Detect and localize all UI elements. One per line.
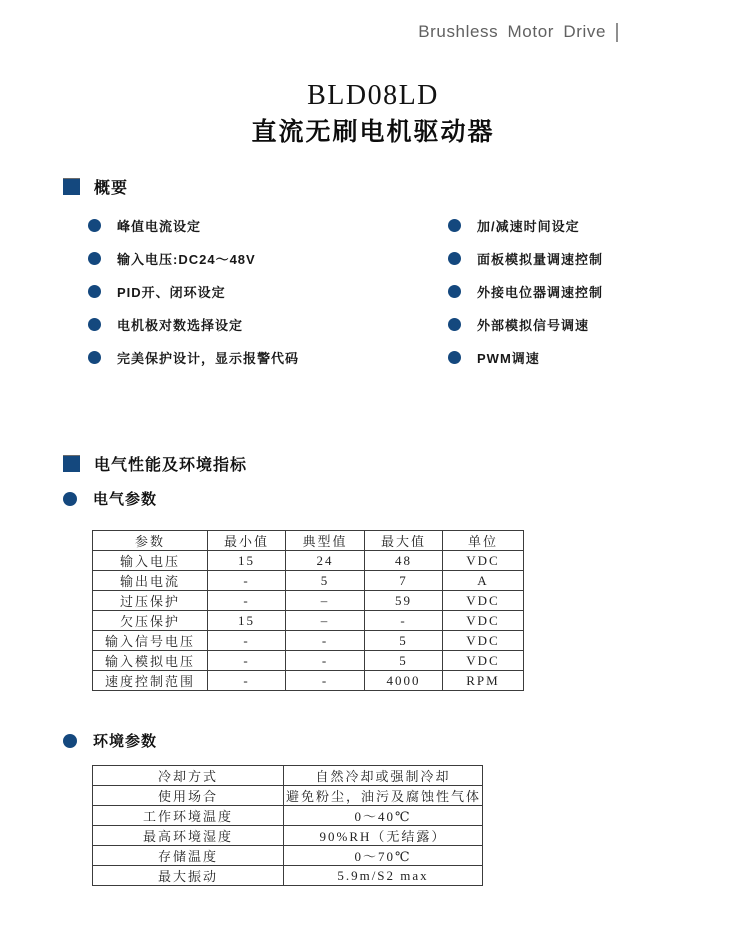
table-cell: 工作环境温度 (93, 806, 284, 826)
subsection-electrical-label: 电气参数 (93, 491, 158, 508)
table-cell: – (286, 591, 365, 611)
circle-bullet-icon (63, 734, 77, 748)
table-row (93, 846, 483, 866)
feature-item (448, 281, 603, 301)
table-row (93, 766, 483, 786)
subsection-environment-label: 环境参数 (93, 733, 158, 750)
circle-bullet-icon (448, 252, 461, 265)
table-cell: A (443, 571, 524, 591)
circle-bullet-icon (448, 219, 461, 232)
table-header-row (93, 531, 524, 551)
circle-bullet-icon (88, 285, 101, 298)
circle-bullet-icon (88, 351, 101, 364)
table-cell: 过压保护 (93, 591, 208, 611)
table-cell: - (286, 631, 365, 651)
table-cell: - (208, 591, 286, 611)
table-cell: - (208, 671, 286, 691)
feature-list-left (88, 215, 299, 367)
table-cell: 使用场合 (93, 786, 284, 806)
table-cell: 24 (286, 551, 365, 571)
table-cell: VDC (443, 651, 524, 671)
table-row (93, 806, 483, 826)
table-cell: VDC (443, 551, 524, 571)
section-specs-heading (63, 452, 247, 475)
table-cell: 0～40℃ (284, 806, 483, 826)
table-header-cell: 最大值 (365, 531, 443, 551)
table-cell: 速度控制范围 (93, 671, 208, 691)
feature-item (88, 281, 299, 301)
feature-item (448, 215, 603, 235)
section-overview-heading (63, 175, 128, 198)
product-title: 直流无刷电机驱动器 (251, 118, 495, 146)
feature-label: 输入电压:DC24～48V (117, 251, 256, 267)
table-cell: - (286, 671, 365, 691)
circle-bullet-icon (63, 492, 77, 506)
section-specs-label: 电气性能及环境指标 (94, 457, 248, 474)
brand-text: Brushless Motor Drive (418, 22, 606, 41)
table-cell: 自然冷却或强制冷却 (284, 766, 483, 786)
product-model: BLD08LD (307, 80, 439, 111)
table-cell: 59 (365, 591, 443, 611)
table-cell: 0～70℃ (284, 846, 483, 866)
table-cell: - (286, 651, 365, 671)
section-overview-label: 概要 (94, 180, 129, 197)
circle-bullet-icon (88, 219, 101, 232)
table-cell: 7 (365, 571, 443, 591)
feature-item (88, 215, 299, 235)
feature-label: 完美保护设计，显示报警代码 (117, 350, 300, 366)
page-header (418, 22, 618, 42)
table-cell: 欠压保护 (93, 611, 208, 631)
table-cell: - (208, 571, 286, 591)
table-cell: 输入模拟电压 (93, 651, 208, 671)
header-divider-bar (616, 23, 618, 42)
table-cell: 最高环境湿度 (93, 826, 284, 846)
electrical-parameters-table (92, 530, 524, 691)
table-cell: 15 (208, 551, 286, 571)
environment-parameters-table (92, 765, 483, 886)
circle-bullet-icon (88, 252, 101, 265)
square-bullet-icon (63, 178, 80, 195)
table-row (93, 866, 483, 886)
subsection-electrical-heading (63, 488, 157, 509)
table-cell: VDC (443, 631, 524, 651)
table-cell: - (208, 651, 286, 671)
table-cell: 避免粉尘，油污及腐蚀性气体 (284, 786, 483, 806)
table-cell: 5 (365, 631, 443, 651)
table-header-cell: 最小值 (208, 531, 286, 551)
table-row (93, 671, 524, 691)
table-cell: - (208, 631, 286, 651)
table-cell: 15 (208, 611, 286, 631)
table-cell: 最大振动 (93, 866, 284, 886)
feature-label: 加/减速时间设定 (477, 218, 580, 234)
table-cell: RPM (443, 671, 524, 691)
table-header-cell: 典型值 (286, 531, 365, 551)
table-row (93, 591, 524, 611)
table-cell: 存储温度 (93, 846, 284, 866)
table-cell: 冷却方式 (93, 766, 284, 786)
feature-label: PID开、闭环设定 (117, 284, 226, 300)
table-row (93, 571, 524, 591)
circle-bullet-icon (88, 318, 101, 331)
feature-item (448, 347, 603, 367)
table-row (93, 551, 524, 571)
feature-list-right (448, 215, 603, 367)
feature-label: 面板模拟量调速控制 (477, 251, 604, 267)
square-bullet-icon (63, 455, 80, 472)
feature-label: 外接电位器调速控制 (477, 284, 604, 300)
table-cell: 48 (365, 551, 443, 571)
table-cell: 90%RH（无结露） (284, 826, 483, 846)
circle-bullet-icon (448, 285, 461, 298)
table-cell: 输入电压 (93, 551, 208, 571)
table-cell: 输入信号电压 (93, 631, 208, 651)
table-cell: 4000 (365, 671, 443, 691)
table-row (93, 786, 483, 806)
table-header-cell: 参数 (93, 531, 208, 551)
table-row (93, 651, 524, 671)
table-header-cell: 单位 (443, 531, 524, 551)
table-row (93, 631, 524, 651)
table-cell: - (365, 611, 443, 631)
feature-label: PWM调速 (477, 350, 540, 366)
circle-bullet-icon (448, 318, 461, 331)
feature-item (448, 314, 603, 334)
table-cell: 5 (365, 651, 443, 671)
feature-item (88, 248, 299, 268)
feature-label: 外部模拟信号调速 (477, 317, 590, 333)
feature-label: 峰值电流设定 (117, 218, 202, 234)
circle-bullet-icon (448, 351, 461, 364)
feature-item (448, 248, 603, 268)
feature-label: 电机极对数选择设定 (117, 317, 244, 333)
table-cell: 5 (286, 571, 365, 591)
table-cell: VDC (443, 591, 524, 611)
table-row (93, 611, 524, 631)
table-cell: 5.9m/S2 max (284, 866, 483, 886)
table-cell: 输出电流 (93, 571, 208, 591)
table-cell: VDC (443, 611, 524, 631)
feature-item (88, 347, 299, 367)
table-row (93, 826, 483, 846)
table-cell: – (286, 611, 365, 631)
subsection-environment-heading (63, 730, 157, 751)
feature-item (88, 314, 299, 334)
